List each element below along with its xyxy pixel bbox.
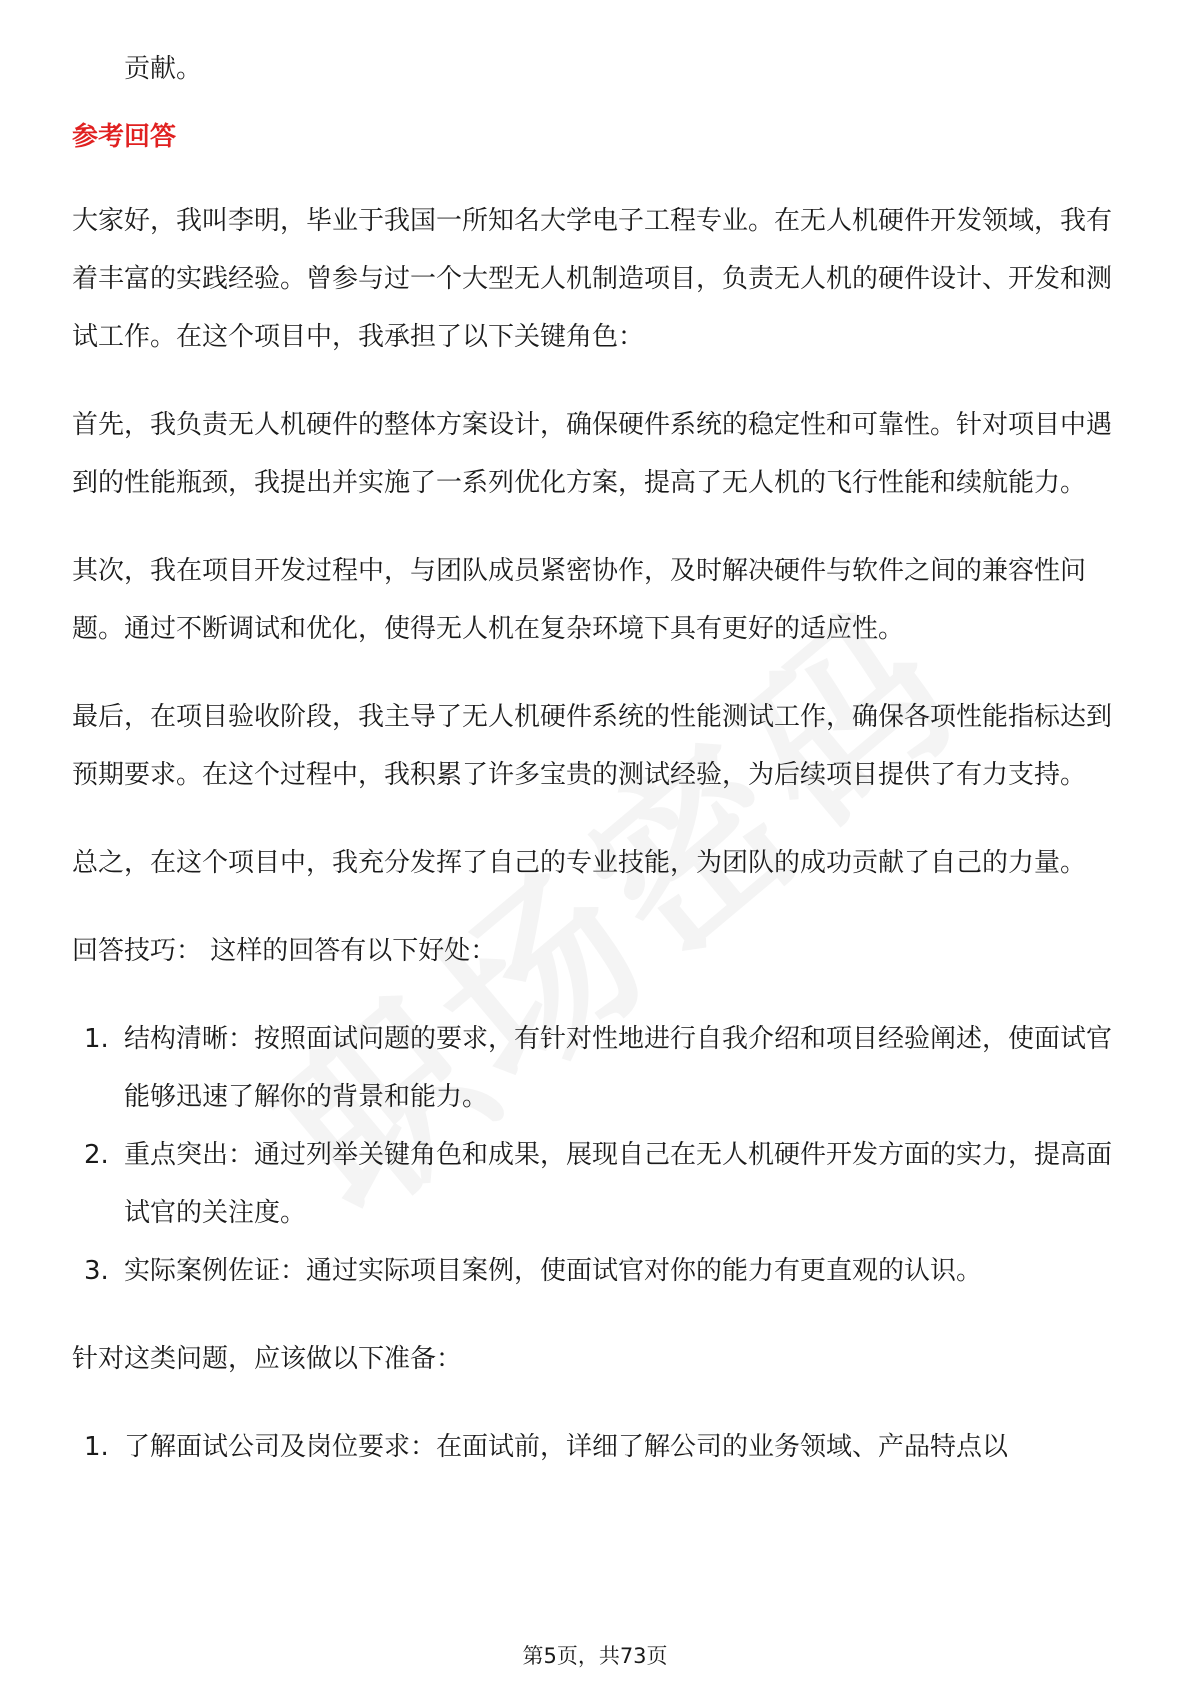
list-item bbox=[72, 1418, 1118, 1476]
list-number: 1. bbox=[84, 1432, 109, 1462]
list-number: 1. bbox=[84, 1024, 109, 1054]
list-text: 重点突出：通过列举关键角色和成果，展现自己在无人机硬件开发方面的实力，提高面试官的关注度。 bbox=[124, 1140, 1113, 1228]
paragraph-first: 首先，我负责无人机硬件的整体方案设计，确保硬件系统的稳定性和可靠性。针对项目中遇到的性能瓶颈，我提出并实施了一系列优化方案，提高了无人机的飞行性能和续航能力。 bbox=[72, 410, 1113, 498]
list-item bbox=[72, 1242, 1118, 1300]
list-item bbox=[72, 1010, 1118, 1126]
list-item bbox=[72, 1126, 1118, 1242]
prep-list bbox=[72, 1418, 1118, 1476]
tips-intro: 回答技巧： 这样的回答有以下好处： bbox=[72, 936, 497, 966]
list-number: 3. bbox=[84, 1256, 109, 1286]
paragraph-second: 其次，我在项目开发过程中，与团队成员紧密协作，及时解决硬件与软件之间的兼容性问题。通过不断调试和优化，使得无人机在复杂环境下具有更好的适应性。 bbox=[72, 556, 1087, 644]
list-text: 了解面试公司及岗位要求：在面试前，详细了解公司的业务领域、产品特点以 bbox=[124, 1432, 1009, 1462]
page-content bbox=[72, 40, 1118, 1476]
section-heading: 参考回答 bbox=[72, 122, 177, 152]
intro-tail: 贡献。 bbox=[124, 54, 203, 84]
paragraph-summary: 总之，在这个项目中，我充分发挥了自己的专业技能，为团队的成功贡献了自己的力量。 bbox=[72, 848, 1087, 878]
prep-intro: 针对这类问题，应该做以下准备： bbox=[72, 1344, 463, 1374]
paragraph-third: 最后，在项目验收阶段，我主导了无人机硬件系统的性能测试工作，确保各项性能指标达到预期要求。在这个过程中，我积累了许多宝贵的测试经验，为后续项目提供了有力支持。 bbox=[72, 702, 1113, 790]
list-text: 结构清晰：按照面试问题的要求，有针对性地进行自我介绍和项目经验阐述，使面试官能够迅速了解你的背景和能力。 bbox=[124, 1024, 1113, 1112]
page-number-footer: 第5页，共73页 bbox=[522, 1644, 668, 1668]
paragraph-intro: 大家好，我叫李明，毕业于我国一所知名大学电子工程专业。在无人机硬件开发领域，我有着丰富的实践经验。曾参与过一个大型无人机制造项目，负责无人机的硬件设计、开发和测试工作。在这个项目中，我承担了以下关键角色： bbox=[72, 206, 1113, 352]
list-text: 实际案例佐证：通过实际项目案例，使面试官对你的能力有更直观的认识。 bbox=[124, 1256, 983, 1286]
tips-list bbox=[72, 1010, 1118, 1300]
list-number: 2. bbox=[84, 1140, 109, 1170]
